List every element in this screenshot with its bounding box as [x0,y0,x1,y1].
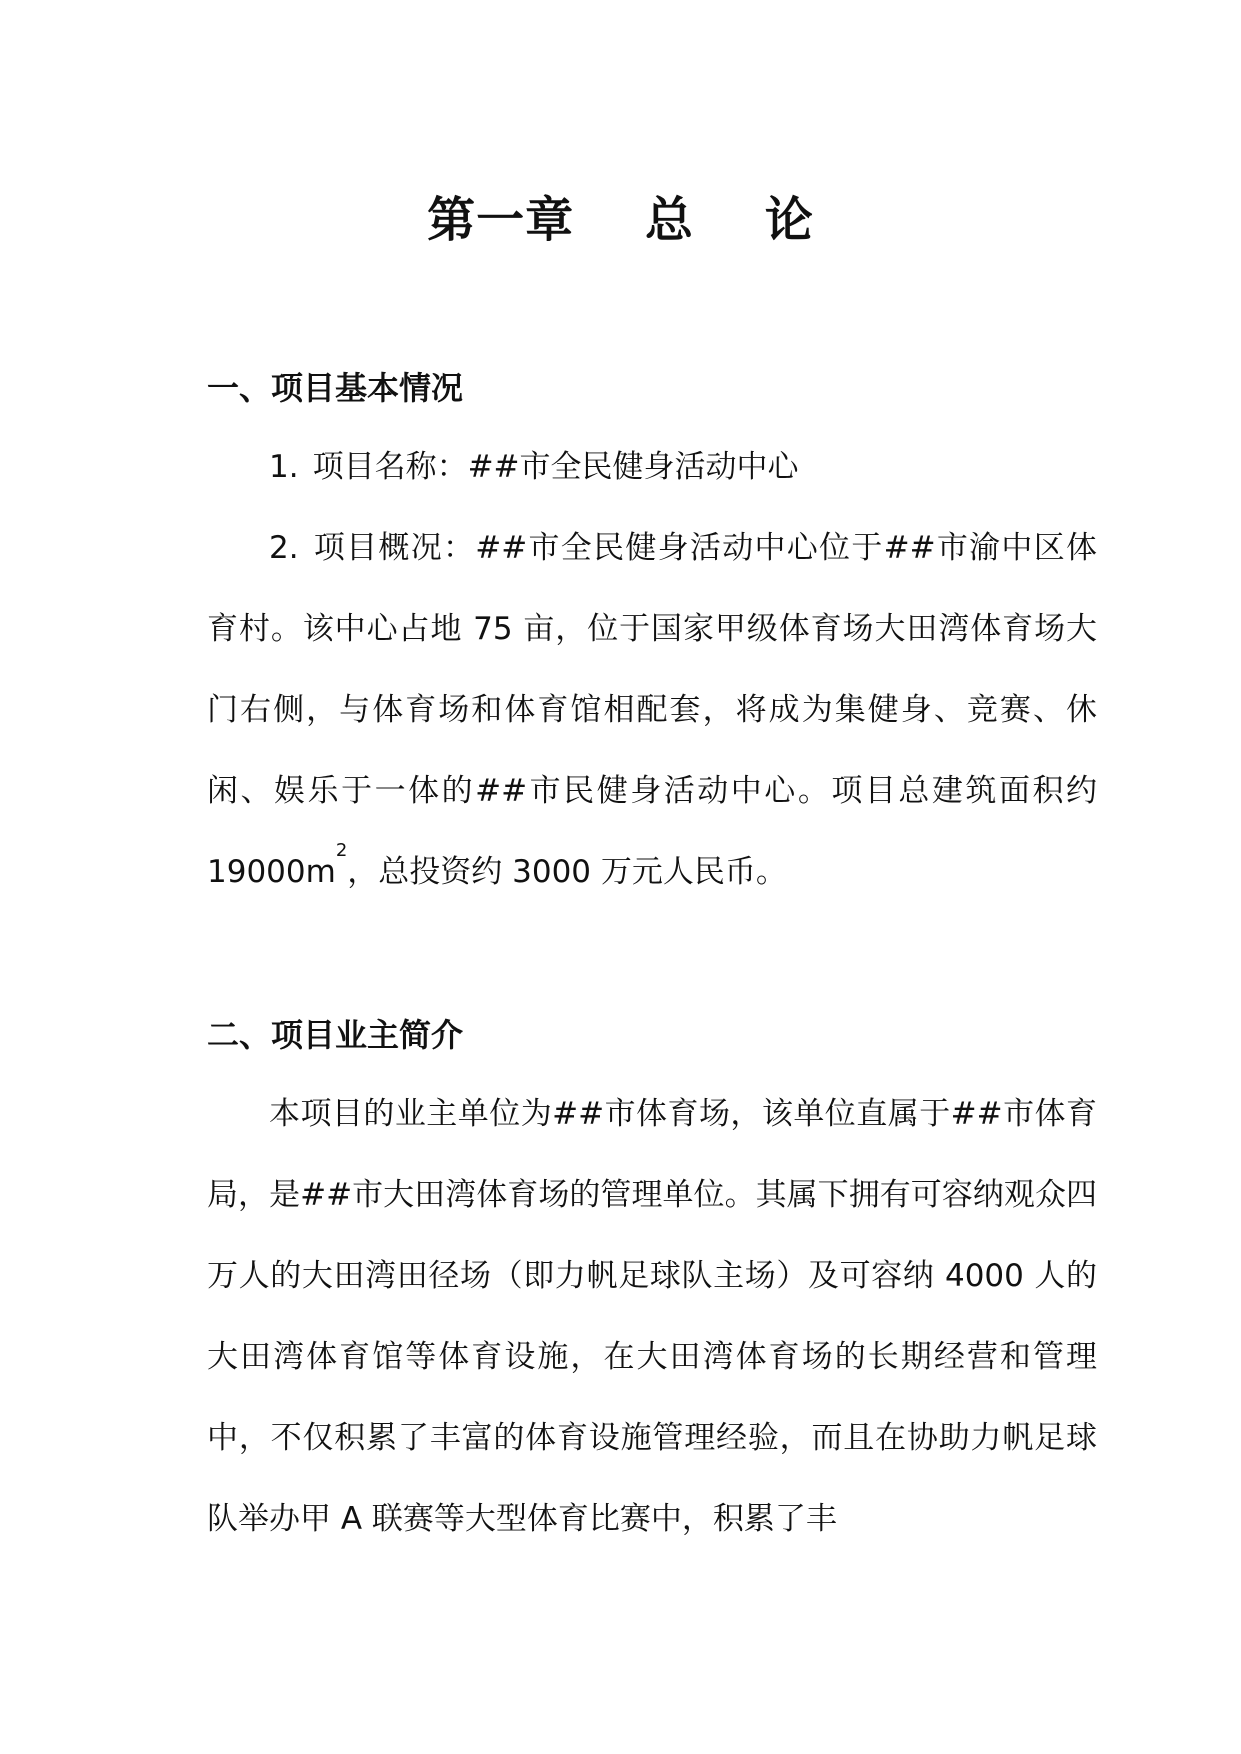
list-item-number: 1. [269,449,299,485]
list-item-number: 2. [269,530,299,566]
owner-intro-paragraph: 本项目的业主单位为##市体育场，该单位直属于##市体育局，是##市大田湾体育场的管理单位。其属下拥有可容纳观众四万人的大田湾田径场（即力帆足球队主场）及可容纳 4000 人的大田湾体育馆等体育设施，在大田湾体育场的长期经营和管理中，不仅积累了丰富的体育设施管理经验，而且在协助力帆足球队举办甲 A 联赛等大型体育比赛中，积累了丰 [207,1096,1097,1537]
overview-text-main: 项目概况：##市全民健身活动中心位于##市渝中区体育村。该中心占地 75 亩，位于国家甲级体育场大田湾体育场大门右侧，与体育场和体育馆相配套，将成为集健身、竞赛、休闲、娱乐于一体的##市民健身活动中心。项目总建筑面积约 19000m [207,530,1097,890]
list-item-text: 项目名称：##市全民健身活动中心 [312,449,799,485]
overview-text-tail: ，总投资约 3000 万元人民币。 [347,854,787,890]
section-heading-basic-info: 一、项目基本情况 [207,369,464,407]
list-item-project-overview [207,508,1097,913]
area-unit-superscript: 2 [335,840,348,861]
list-item-project-name [207,427,1097,508]
chapter-title: 第一章 总 论 [427,192,814,248]
section-heading-owner-intro: 二、项目业主简介 [207,1016,464,1054]
